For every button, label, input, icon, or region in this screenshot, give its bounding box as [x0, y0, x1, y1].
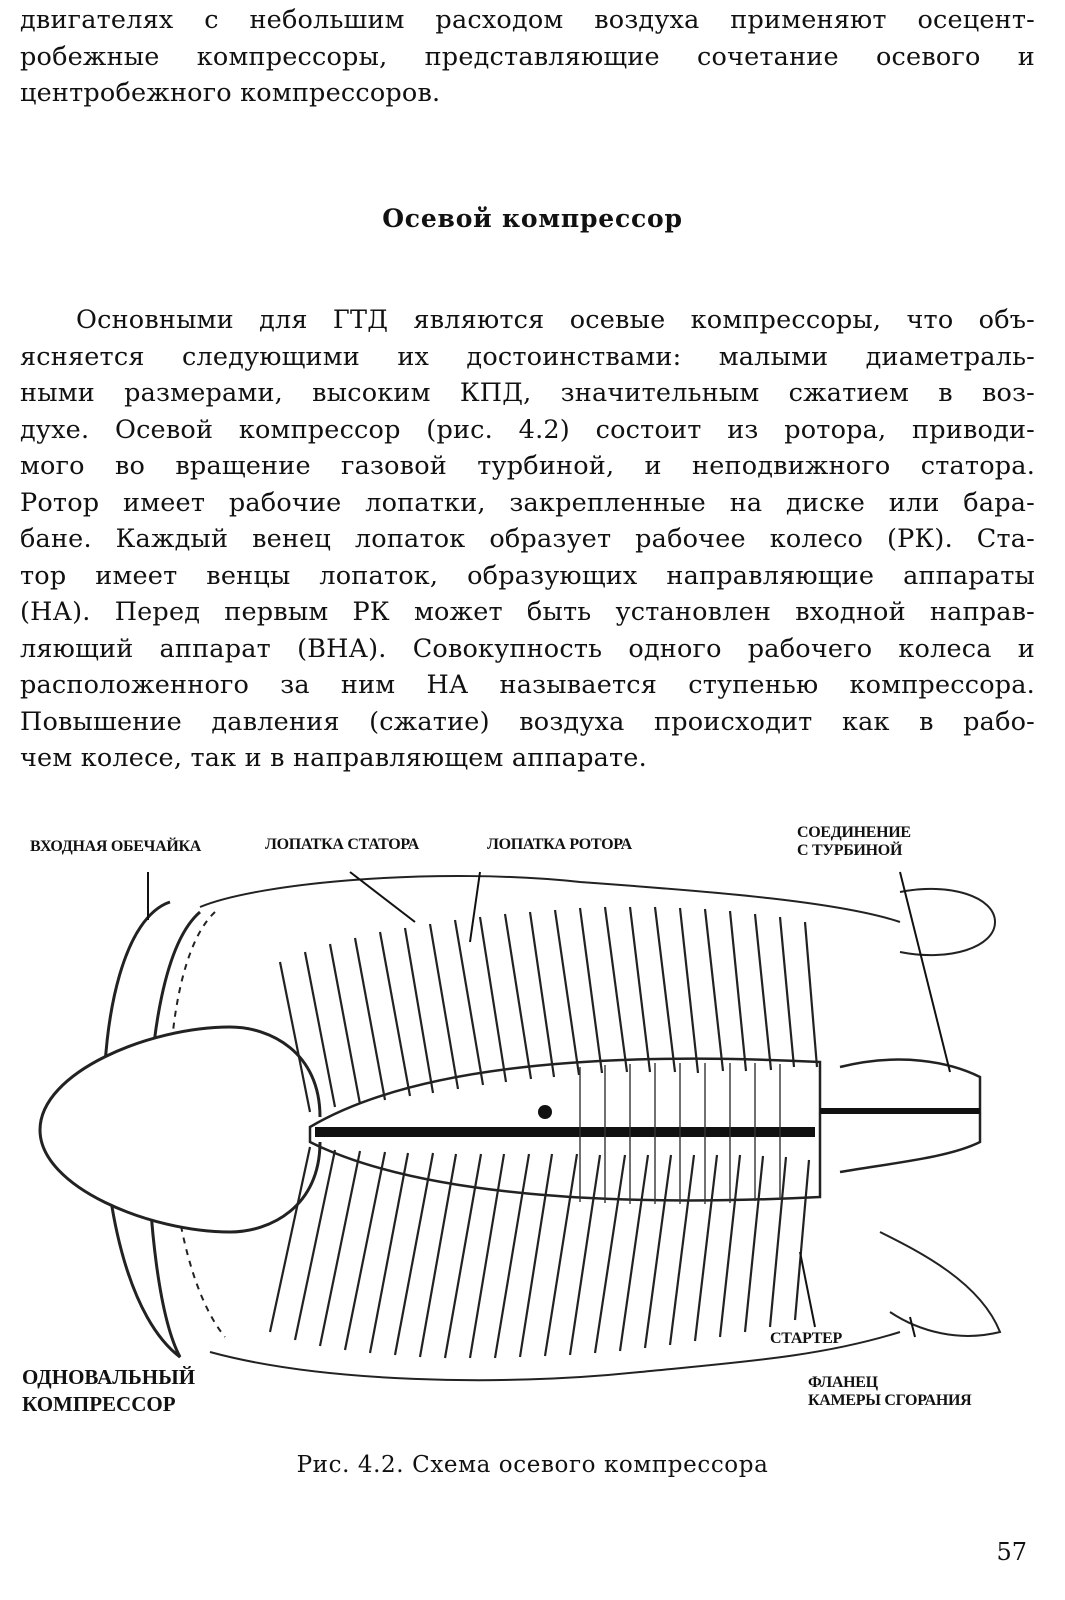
- label-rotor-blade: ЛОПАТКА РОТОРА: [487, 836, 632, 853]
- text-line: ными размерами, высоким КПД, значительным сжатием в воз-: [20, 378, 1035, 408]
- text-line: Ротор имеет рабочие лопатки, закрепленные на диске или бара-: [20, 487, 1035, 518]
- body-paragraph: [20, 302, 1035, 777]
- text-line: мого во вращение газовой турбиной, и неподвижного статора.: [20, 451, 1035, 481]
- text-line: бане. Каждый венец лопаток образует рабочее колесо (РК). Ста-: [20, 524, 1035, 554]
- label-flange: [808, 1374, 971, 1410]
- figure-caption: Рис. 4.2. Схема осевого компрессора: [296, 1452, 769, 1478]
- label-starter: СТАРТЕР: [770, 1330, 842, 1347]
- text-line: чем колесе, так и в направляющем аппарате.: [20, 743, 647, 773]
- label-line: КОМПРЕССОР: [22, 1392, 176, 1416]
- text-line: ляющий аппарат (ВНА). Совокупность одного рабочего колеса и: [20, 633, 1035, 664]
- label-line: ОДНОВАЛЬНЫЙ: [22, 1365, 196, 1389]
- leader-turbine: [900, 872, 950, 1072]
- label-inlet-casing: ВХОДНАЯ ОБЕЧАЙКА: [30, 838, 202, 855]
- compressor-figure: [20, 812, 1045, 1442]
- label-line: ФЛАНЕЦ: [808, 1374, 878, 1391]
- text-line: центробежного компрессоров.: [20, 78, 441, 108]
- text-line: духе. Осевой компрессор (рис. 4.2) состоит из ротора, приводи-: [20, 414, 1035, 445]
- text-line: двигателях с небольшим расходом воздуха применяют осецент-: [20, 5, 1035, 35]
- section-heading: Осевой компрессор: [382, 204, 683, 233]
- compressor-drawing: [20, 812, 1045, 1442]
- page-number: 57: [996, 1538, 1027, 1566]
- nose-cone: [40, 1027, 320, 1232]
- text-line: тор имеет венцы лопаток, образующих направляющие аппараты: [20, 560, 1035, 591]
- text-line: расположенного за ним НА называется ступенью компрессора.: [20, 670, 1035, 700]
- upper-blade-rows: [280, 907, 817, 1112]
- leader-starter: [800, 1252, 815, 1327]
- leader-stator: [350, 872, 415, 922]
- main-shaft: [315, 1127, 815, 1137]
- text-line: ясняется следующими их достоинствами: малыми диаметраль-: [20, 341, 1035, 372]
- leader-rotor: [470, 872, 480, 942]
- rotor-hub-dot: [538, 1105, 552, 1119]
- label-turbine-connection: [797, 824, 911, 860]
- text-line: робежные компрессоры, представляющие сочетание осевого и: [20, 41, 1035, 72]
- outer-casing-top: [200, 876, 900, 922]
- text-line: Основными для ГТД являются осевые компрессоры, что объ-: [76, 305, 1035, 335]
- label-line: КАМЕРЫ СГОРАНИЯ: [808, 1392, 972, 1409]
- rear-shaft: [820, 1108, 980, 1114]
- intro-paragraph: [20, 2, 1035, 112]
- turbine-coupling: [900, 889, 995, 955]
- rear-cowl: [840, 1060, 980, 1172]
- label-line: С ТУРБИНОЙ: [797, 842, 903, 859]
- leader-flange: [910, 1317, 915, 1337]
- label-stator-blade: ЛОПАТКА СТАТОРА: [265, 836, 420, 853]
- text-line: Повышение давления (сжатие) воздуха происходит как в рабо-: [20, 706, 1035, 737]
- text-line: (НА). Перед первым РК может быть установлен входной направ-: [20, 597, 1035, 627]
- lower-blade-rows: [270, 1147, 809, 1358]
- label-single-shaft: [22, 1364, 195, 1418]
- label-line: СОЕДИНЕНИЕ: [797, 824, 911, 841]
- flange-lower: [880, 1232, 1000, 1336]
